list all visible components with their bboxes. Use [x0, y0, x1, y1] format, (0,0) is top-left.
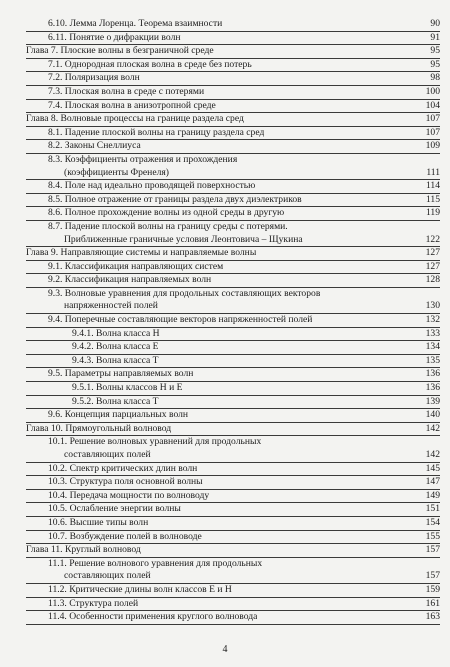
section-entry	[26, 490, 440, 504]
section-entry	[26, 154, 440, 167]
entry-title: 9.4. Поперечные составляющие векторов напряженностей полей	[48, 314, 313, 326]
entry-page-number: 151	[425, 503, 440, 515]
section-entry	[26, 32, 440, 46]
section-entry	[26, 180, 440, 194]
entry-page-number: 139	[425, 395, 440, 407]
chapter-entry	[26, 423, 440, 437]
entry-page-number: 157	[425, 544, 440, 556]
section-entry	[26, 531, 440, 545]
entry-title: 10.6. Высшие типы волн	[48, 516, 149, 528]
section-entry	[26, 328, 440, 342]
entry-title: 7.4. Плоская волна в анизотропной среде	[48, 99, 216, 111]
entry-title: Глава 11. Круглый волновод	[26, 544, 141, 556]
entry-page-number: 104	[425, 99, 440, 111]
section-entry	[26, 59, 440, 73]
entry-page-number: 142	[425, 449, 440, 460]
section-entry	[26, 598, 440, 612]
entry-title: составляющих полей	[64, 449, 151, 460]
entry-page-number: 132	[425, 314, 440, 326]
entry-page-number: 147	[425, 476, 440, 488]
entry-page-number: 130	[425, 300, 440, 312]
entry-title: 11.2. Критические длины волн классов E и H	[48, 583, 232, 595]
entry-title: 11.1. Решение волнового уравнения для продольных	[48, 557, 263, 569]
entry-title: 10.5. Ослабление энергии волны	[48, 503, 181, 515]
chapter-entry	[26, 113, 440, 127]
entry-title: Глава 7. Плоские волны в безграничной среде	[26, 45, 214, 57]
table-of-contents	[26, 18, 440, 625]
page-number: 4	[222, 644, 228, 655]
entry-page-number: 134	[425, 341, 440, 353]
section-entry	[26, 382, 440, 396]
entry-title: Глава 8. Волновые процессы на границе раздела сред	[26, 113, 244, 125]
entry-title: Приближенные граничные условия Леонтовича – Щукина	[64, 233, 303, 245]
section-entry	[26, 517, 440, 531]
entry-page-number: 135	[425, 354, 440, 366]
section-entry	[26, 503, 440, 517]
entry-title: 9.2. Классификация направляемых волн	[48, 274, 212, 286]
section-entry	[26, 72, 440, 86]
entry-page-number: 95	[430, 58, 440, 70]
entry-page-number: 142	[425, 422, 440, 434]
section-entry	[26, 18, 440, 32]
entry-page-number: 127	[425, 247, 440, 259]
entry-page-number: 114	[425, 180, 440, 192]
entry-page-number: 115	[425, 193, 440, 205]
entry-page-number: 157	[425, 570, 440, 582]
chapter-entry	[26, 544, 440, 558]
entry-page-number: 98	[430, 72, 440, 84]
entry-title: 9.5.2. Волна класса T	[72, 395, 159, 407]
entry-title: 9.1. Классификация направляющих систем	[48, 260, 224, 272]
entry-page-number: 133	[425, 327, 440, 339]
section-entry	[26, 221, 440, 234]
entry-title: 9.4.3. Волна класса T	[72, 354, 159, 366]
entry-title: 8.3. Коэффициенты отражения и прохождения	[48, 153, 238, 165]
entry-page-number: 107	[425, 113, 440, 125]
section-entry	[26, 570, 440, 584]
section-entry	[26, 611, 440, 625]
entry-title: 9.4.2. Волна класса E	[72, 341, 159, 353]
entry-title: 10.7. Возбуждение полей в волноводе	[48, 530, 202, 542]
entry-title: 9.5.1. Волны классов H и E	[72, 382, 183, 394]
section-entry	[26, 127, 440, 141]
entry-title: (коэффициенты Френеля)	[64, 166, 169, 178]
entry-title: 8.1. Падение плоской волны на границу раздела сред	[48, 126, 265, 138]
section-entry	[26, 368, 440, 382]
entry-title: 8.6. Полное прохождение волны из одной среды в другую	[48, 207, 285, 219]
entry-title: 10.1. Решение волновых уравнений для продольных	[48, 436, 262, 448]
section-entry	[26, 463, 440, 477]
entry-page-number: 149	[425, 489, 440, 501]
entry-title: 11.3. Структура полей	[48, 597, 139, 609]
entry-title: составляющих полей	[64, 570, 151, 582]
entry-title: 7.3. Плоская волна в среде с потерями	[48, 85, 205, 97]
entry-page-number: 161	[425, 597, 440, 609]
section-entry	[26, 207, 440, 221]
entry-title: 7.1. Однородная плоская волна в среде без потерь	[48, 58, 252, 70]
section-entry	[26, 288, 440, 301]
entry-page-number: 145	[425, 462, 440, 474]
chapter-entry	[26, 45, 440, 59]
chapter-entry	[26, 247, 440, 261]
section-entry	[26, 449, 440, 463]
section-entry	[26, 167, 440, 181]
section-entry	[26, 409, 440, 423]
entry-title: 8.5. Полное отражение от границы раздела двух диэлектриков	[48, 193, 302, 205]
entry-title: 9.6. Концепция парциальных волн	[48, 409, 189, 421]
entry-title: 9.4.1. Волна класса H	[72, 327, 160, 339]
section-entry	[26, 274, 440, 288]
section-entry	[26, 140, 440, 154]
section-entry	[26, 396, 440, 410]
section-entry	[26, 558, 440, 571]
entry-page-number: 91	[430, 31, 440, 43]
section-entry	[26, 261, 440, 275]
entry-page-number: 136	[425, 368, 440, 380]
entry-page-number: 127	[425, 260, 440, 272]
entry-title: 9.3. Волновые уравнения для продольных составляющих векторов	[48, 287, 321, 299]
entry-page-number: 128	[425, 274, 440, 286]
section-entry	[26, 194, 440, 208]
section-entry	[26, 355, 440, 369]
entry-page-number: 159	[425, 583, 440, 595]
entry-title: 8.7. Падение плоской волны на границу среды с потерями.	[48, 220, 288, 232]
entry-title: Глава 10. Прямоугольный волновод	[26, 422, 172, 434]
entry-page-number: 107	[425, 126, 440, 138]
entry-title: Глава 9. Направляющие системы и направляемые волны	[26, 247, 257, 259]
entry-title: 7.2. Поляризация волн	[48, 72, 140, 84]
entry-page-number: 90	[430, 18, 440, 29]
section-entry	[26, 300, 440, 314]
section-entry	[26, 86, 440, 100]
entry-title: 8.2. Законы Снеллиуса	[48, 140, 141, 152]
entry-page-number: 136	[425, 382, 440, 394]
entry-page-number: 140	[425, 409, 440, 421]
entry-title: 11.4. Особенности применения круглого волновода	[48, 611, 258, 623]
entry-title: 9.5. Параметры направляемых волн	[48, 368, 194, 380]
entry-page-number: 95	[430, 45, 440, 57]
entry-page-number: 163	[425, 611, 440, 623]
section-entry	[26, 341, 440, 355]
entry-page-number: 154	[425, 516, 440, 528]
section-entry	[26, 314, 440, 328]
section-entry	[26, 584, 440, 598]
section-entry	[26, 100, 440, 114]
entry-page-number: 155	[425, 530, 440, 542]
entry-page-number: 100	[425, 85, 440, 97]
entry-title: напряженностей полей	[64, 300, 158, 312]
section-entry	[26, 234, 440, 248]
entry-title: 10.4. Передача мощности по волноводу	[48, 489, 210, 501]
section-entry	[26, 476, 440, 490]
entry-page-number: 109	[425, 140, 440, 152]
entry-title: 8.4. Поле над идеально проводящей поверхностью	[48, 180, 256, 192]
entry-title: 10.3. Структура поля основной волны	[48, 476, 203, 488]
entry-title: 10.2. Спектр критических длин волн	[48, 462, 198, 474]
entry-title: 6.11. Понятие о дифракции волн	[48, 31, 181, 43]
section-entry	[26, 436, 440, 449]
entry-page-number: 111	[426, 166, 440, 178]
entry-page-number: 122	[425, 233, 440, 245]
entry-title: 6.10. Лемма Лоренца. Теорема взаимности	[48, 18, 223, 29]
entry-page-number: 119	[425, 207, 440, 219]
